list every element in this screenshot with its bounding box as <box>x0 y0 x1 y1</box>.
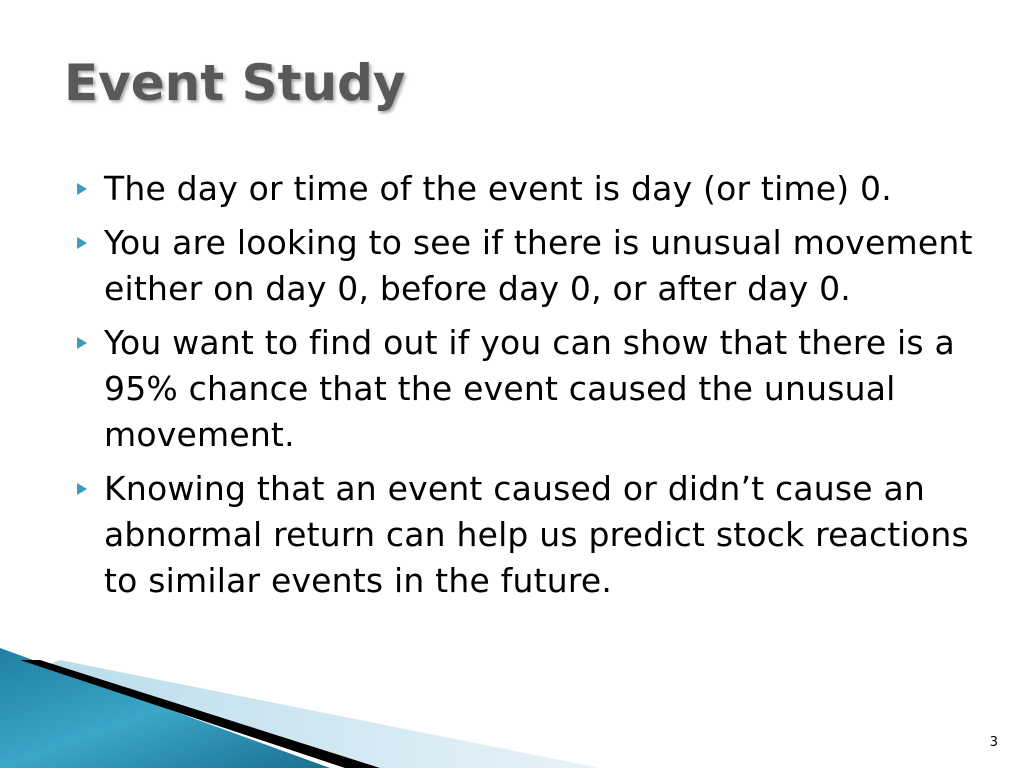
bullet-text: You are looking to see if there is unusual movement either on day 0, before day 0, or after day 0. <box>104 223 973 308</box>
bullet-text: The day or time of the event is day (or time) 0. <box>104 169 892 208</box>
bullet-text: Knowing that an event caused or didn’t cause an abnormal return can help us predict stock reactions to similar events in the future. <box>104 469 969 600</box>
slide-title: Event Study <box>64 54 406 112</box>
page-number: 3 <box>989 735 998 750</box>
bullet-text: You want to find out if you can show that there is a 95% chance that the event caused the unusual movement. <box>104 323 955 454</box>
